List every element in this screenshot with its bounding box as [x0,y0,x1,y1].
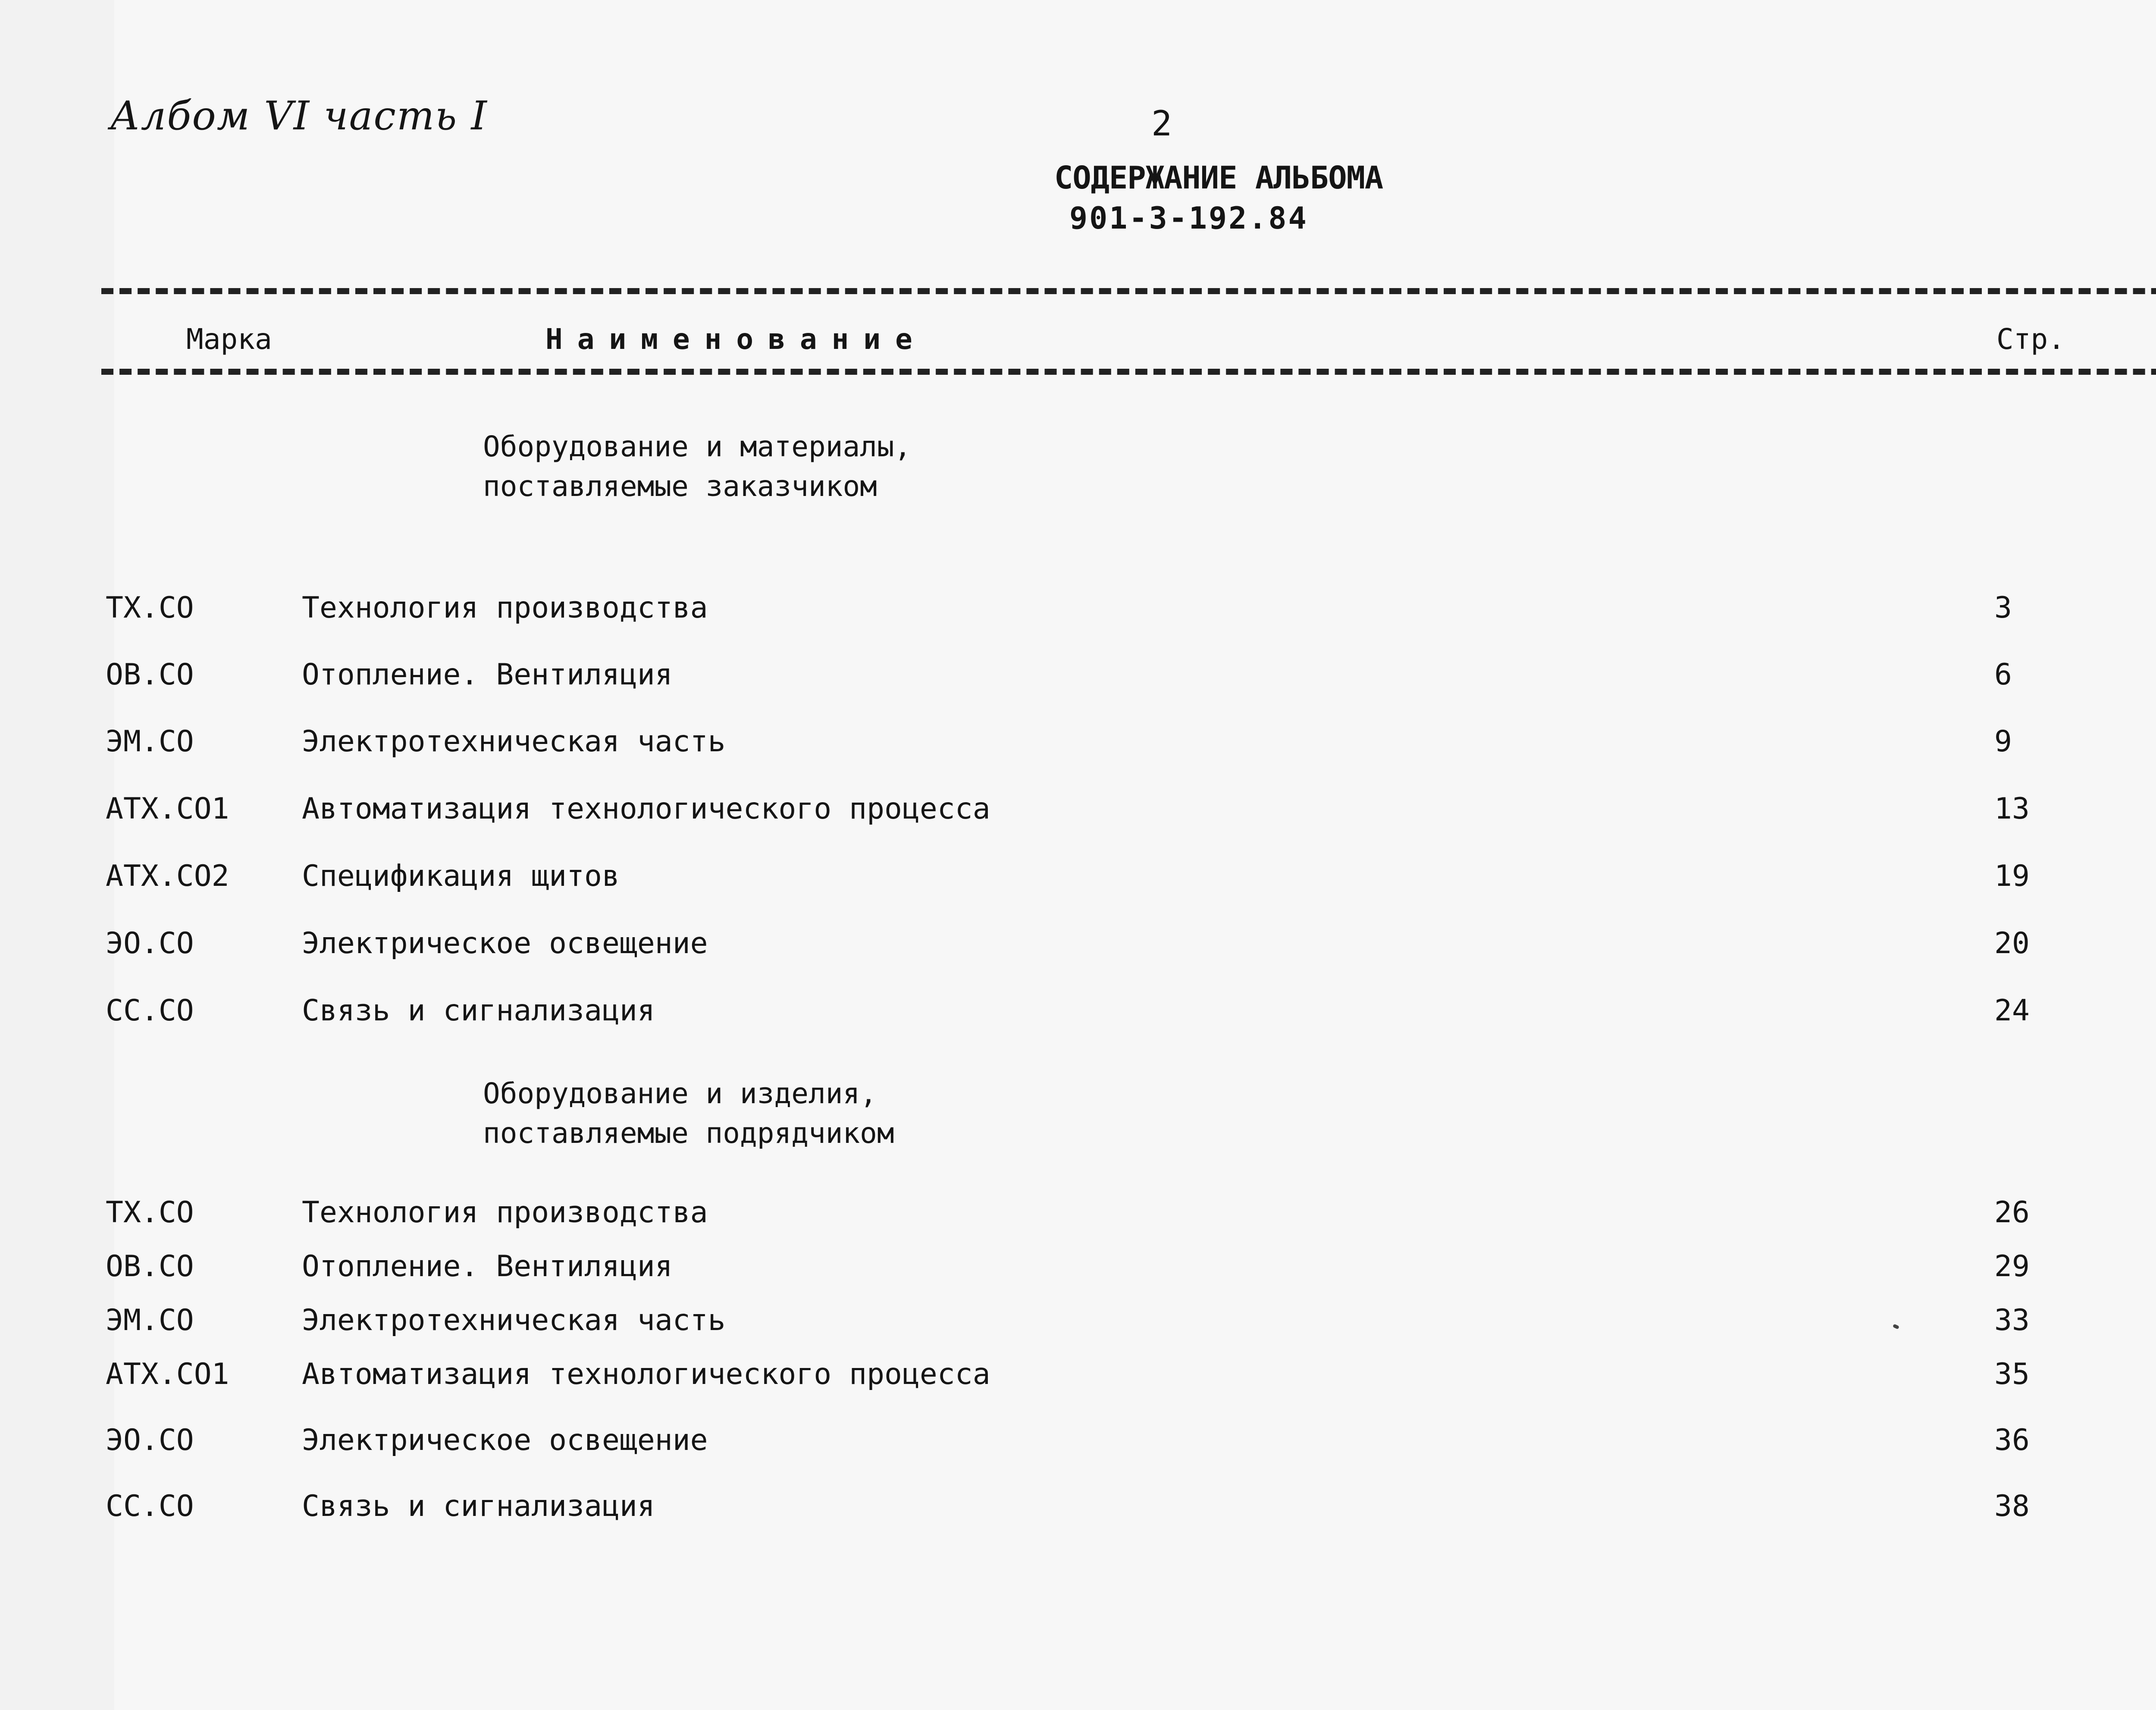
row-page: 20 [1994,926,2030,960]
row-page: 9 [1994,725,2012,759]
column-header-name: Наименование [545,323,927,356]
table-row [0,994,2156,1037]
row-title: Технология производства [302,1195,708,1230]
table-row [0,1489,2156,1532]
row-title: Отопление. Вентиляция [302,1249,673,1283]
document-code: 901-3-192.84 [1069,201,1308,236]
row-code: АТХ.СО2 [106,859,229,893]
column-header-marka: Марка [186,323,272,356]
row-title: Спецификация щитов [302,859,620,893]
row-page: 24 [1994,994,2030,1028]
table-row [0,591,2156,634]
row-code: ЭО.СО [106,926,194,960]
row-code: ЭМ.СО [106,725,194,759]
row-page: 26 [1994,1195,2030,1230]
album-label: Албом VI часть I [110,93,488,139]
dashed-rule-bottom [101,369,2156,375]
row-page: 13 [1994,792,2030,826]
row-title: Автоматизация технологического процесса [302,1357,990,1391]
section-title-contractor: Оборудование и изделия, поставляемые подрядчиком [483,1077,894,1150]
row-title: Связь и сигнализация [302,1489,655,1523]
row-title: Технология производства [302,591,708,625]
table-row [0,658,2156,701]
table-row [0,1249,2156,1293]
row-title: Электротехническая часть [302,1303,726,1337]
row-page: 33 [1994,1303,2030,1337]
row-code: СС.СО [106,994,194,1028]
row-title: Связь и сигнализация [302,994,655,1028]
row-page: 19 [1994,859,2030,893]
table-row [0,1357,2156,1400]
row-page: 36 [1994,1423,2030,1457]
row-code: ОВ.СО [106,658,194,692]
row-code: ОВ.СО [106,1249,194,1283]
row-title: Электротехническая часть [302,725,726,759]
row-code: АТХ.СО1 [106,1357,229,1391]
table-row [0,725,2156,768]
row-code: АТХ.СО1 [106,792,229,826]
table-row [0,926,2156,970]
dashed-rule-top [101,288,2156,294]
row-code: ЭМ.СО [106,1303,194,1337]
row-code: ЭО.СО [106,1423,194,1457]
row-page: 3 [1994,591,2012,625]
row-code: ТХ.СО [106,591,194,625]
row-page: 35 [1994,1357,2030,1391]
table-row [0,792,2156,835]
row-code: СС.СО [106,1489,194,1523]
row-page: 38 [1994,1489,2030,1523]
table-row [0,1303,2156,1346]
document-title: СОДЕРЖАНИЕ АЛЬБОМА [1054,160,1383,196]
row-page: 6 [1994,658,2012,692]
column-header-page: Стр. [1996,323,2065,356]
row-title: Электрическое освещение [302,926,708,960]
row-title: Электрическое освещение [302,1423,708,1457]
row-page: 29 [1994,1249,2030,1283]
page-number: 2 [1151,104,1172,144]
row-title: Автоматизация технологического процесса [302,792,990,826]
table-row [0,1195,2156,1239]
row-title: Отопление. Вентиляция [302,658,673,692]
section-title-customer: Оборудование и материалы, поставляемые заказчиком [483,430,912,503]
table-row [0,1423,2156,1466]
row-code: ТХ.СО [106,1195,194,1230]
table-row [0,859,2156,902]
